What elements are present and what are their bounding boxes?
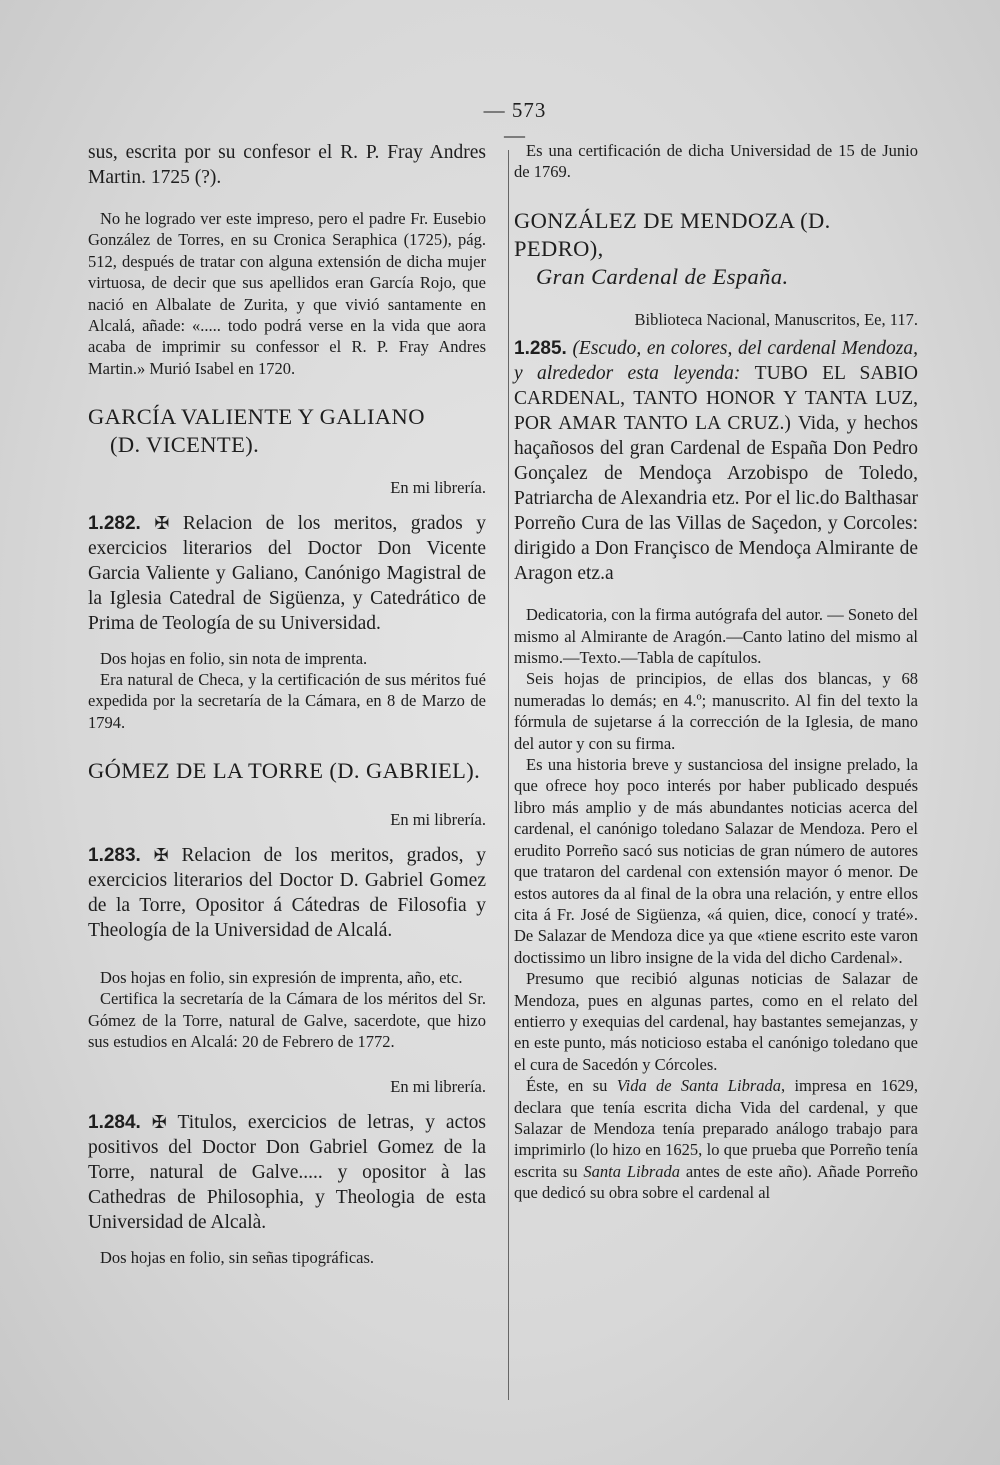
location-note: En mi librería. <box>390 1077 486 1097</box>
location-note: En mi librería. <box>390 810 486 830</box>
section-heading-continued: (D. VICENTE). <box>110 432 260 458</box>
cross-icon: ✠ <box>153 844 169 866</box>
paragraph: sus, escrita por su confesor el R. P. Fray Andres Martin. 1725 (?). <box>88 142 486 188</box>
page-number: — 573 — <box>483 98 547 147</box>
column-divider <box>508 150 509 1400</box>
entry-description: Dos hojas en folio, sin expresión de imprenta, año, etc. <box>100 967 463 987</box>
entry-title: Vida, y hechos haçañosos del gran Cardenal de España Don Pedro Gonçalez de Mendoça Arzobispo de Toledo, Patriarcha de Alexandria etz. Por el lic.do Balthasar Porreño Cura de las Villas de Saçedon, y Corcoles: dirigido a Don Françisco de Mendoça Almirante de Aragon etz.a <box>514 413 918 585</box>
left-column <box>88 140 486 1268</box>
entry-shield-note: (Escudo, en colores, del cardenal Mendoza, y alrededor esta leyenda: <box>514 338 918 385</box>
text-run: Éste, en su <box>526 1076 608 1096</box>
book-title: Santa Librada <box>583 1161 681 1181</box>
book-title: Vida de Santa Librada <box>616 1076 781 1096</box>
entry-number: 1.282. <box>88 512 141 534</box>
section-heading: GARCÍA VALIENTE Y GALIANO <box>88 404 425 430</box>
catalog-entry <box>514 336 918 586</box>
text-run: , impresa en 1629, declara que tenía escrita dicha Vida del cardenal, y que Salazar de Mendoza tenía preparado análogo trabajo para imprimirlo (lo hizo en 1625, lo que prueba que Porreño tenía escrita su <box>514 1076 919 1181</box>
paragraph: No he logrado ver este impreso, pero el padre Fr. Eusebio González de Torres, en su Cronica Seraphica (1725), pág. 512, después de tratar con alguna extensión de dicha mujer virtuosa, de decir que sus apellidos eran García Rojo, que nació en Albalate de Zurita, y que vivió santamente en Alcalá, añade: «..... todo podrá verse en la vida que aora acaba de imprimir su confessor el R. P. Fray Andres Martin.» Murió Isabel en 1720. <box>88 209 486 378</box>
cross-icon: ✠ <box>151 1111 167 1133</box>
entry-title: Titulos, exercicios de letras, y actos positivos del Doctor Don Gabriel Gomez de la Torre, natural de Galve..... y opositor à las Cathedras de Philosophia, y Theologia de esta Universidad de Alcalà. <box>88 1111 486 1233</box>
entry-description: Es una historia breve y sustanciosa del insigne prelado, la que ofrece hoy poco interés por haber publicado después libro más amplio y de más abundantes noticias acerca del cardenal, el canónigo toledano Salazar de Mendoza. Pero el erudito Porreño sacó sus noticias de gran número de autores que trataron del cardenal con extensión mayor ó menor. De estos autores da al final de la obra una relación, y entre ellos cita á Fr. José de Sigüenza, «á quien, dice, conocí y traté». De Salazar de Mendoza dice ya que «tiene escrito este varon doctissimo un libro insigne de la vida del dicho Cardenal». <box>514 755 918 967</box>
entry-title: Relacion de los meritos, grados, y exercicios literarios del Doctor D. Gabriel Gomez de la Torre, Opositor á Cátedras de Filosofia y Theología de la Universidad de Alcalá. <box>88 844 487 941</box>
entry-description <box>514 1075 918 1203</box>
entry-description: Seis hojas de principios, de ellas dos blancas, y 68 numeradas lo demás; en 4.º; manuscrito. Al fin del texto la fórmula de sujetarse á la corrección de la Iglesia, de mano del autor y con su firma. <box>514 669 918 753</box>
entry-number: 1.283. <box>88 844 141 866</box>
location-note: En mi librería. <box>390 478 486 498</box>
cross-icon: ✠ <box>154 512 170 534</box>
catalog-entry <box>88 511 486 636</box>
section-heading: GÓMEZ DE LA TORRE (D. GABRIEL). <box>88 758 481 784</box>
entry-description: Presumo que recibió algunas noticias de Salazar de Mendoza, pues en algunas partes, como en el relato del entierro y exequias del cardenal, hay bastantes semejanzas, y en este punto, más noticioso estaba el canónigo toledano que el cura de Sacedón y Córcoles. <box>514 969 918 1074</box>
section-heading-continued: Gran Cardenal de España. <box>536 263 789 289</box>
entry-description: Era natural de Checa, y la certificación de sus méritos fué expedida por la secretaría de la Cámara, en 8 de Marzo de 1794. <box>88 670 486 732</box>
section-heading: GONZÁLEZ DE MENDOZA (D. PEDRO), <box>514 207 831 261</box>
entry-number: 1.284. <box>88 1111 141 1133</box>
right-column <box>514 140 918 1204</box>
text-run: antes de este año). Añade Porreño que dedicó su obra sobre el cardenal al <box>514 1161 918 1203</box>
entry-description: Dos hojas en folio, sin señas tipográficas. <box>100 1247 375 1267</box>
location-note: Biblioteca Nacional, Manuscritos, Ee, 117. <box>634 309 918 329</box>
entry-legend: TUBO EL SABIO CARDENAL, TANTO HONOR Y TANTA LUZ, POR AMAR TANTO LA CRUZ.) <box>514 363 919 435</box>
entry-description: Dedicatoria, con la firma autógrafa del autor. — Soneto del mismo al Almirante de Aragón.—Canto latino del mismo al mismo.—Texto.—Tabla de capítulos. <box>514 605 918 668</box>
catalog-entry <box>88 843 486 943</box>
catalog-entry <box>88 1110 486 1235</box>
entry-description: Dos hojas en folio, sin nota de imprenta. <box>100 648 368 668</box>
entry-description: Certifica la secretaría de la Cámara de los méritos del Sr. Gómez de la Torre, natural de Galve, sacerdote, que hizo sus estudios en Alcalá: 20 de Febrero de 1772. <box>88 989 486 1051</box>
paragraph: Es una certificación de dicha Universidad de 15 de Junio de 1769. <box>514 141 918 182</box>
entry-title: Relacion de los meritos, grados y exercicios literarios del Doctor Don Vicente Garcia Valiente y Galiano, Canónigo Magistral de la Iglesia Catedral de Sigüenza, y Catedrático de Prima de Teología de su Universidad. <box>88 512 486 634</box>
entry-number: 1.285. <box>514 338 567 360</box>
